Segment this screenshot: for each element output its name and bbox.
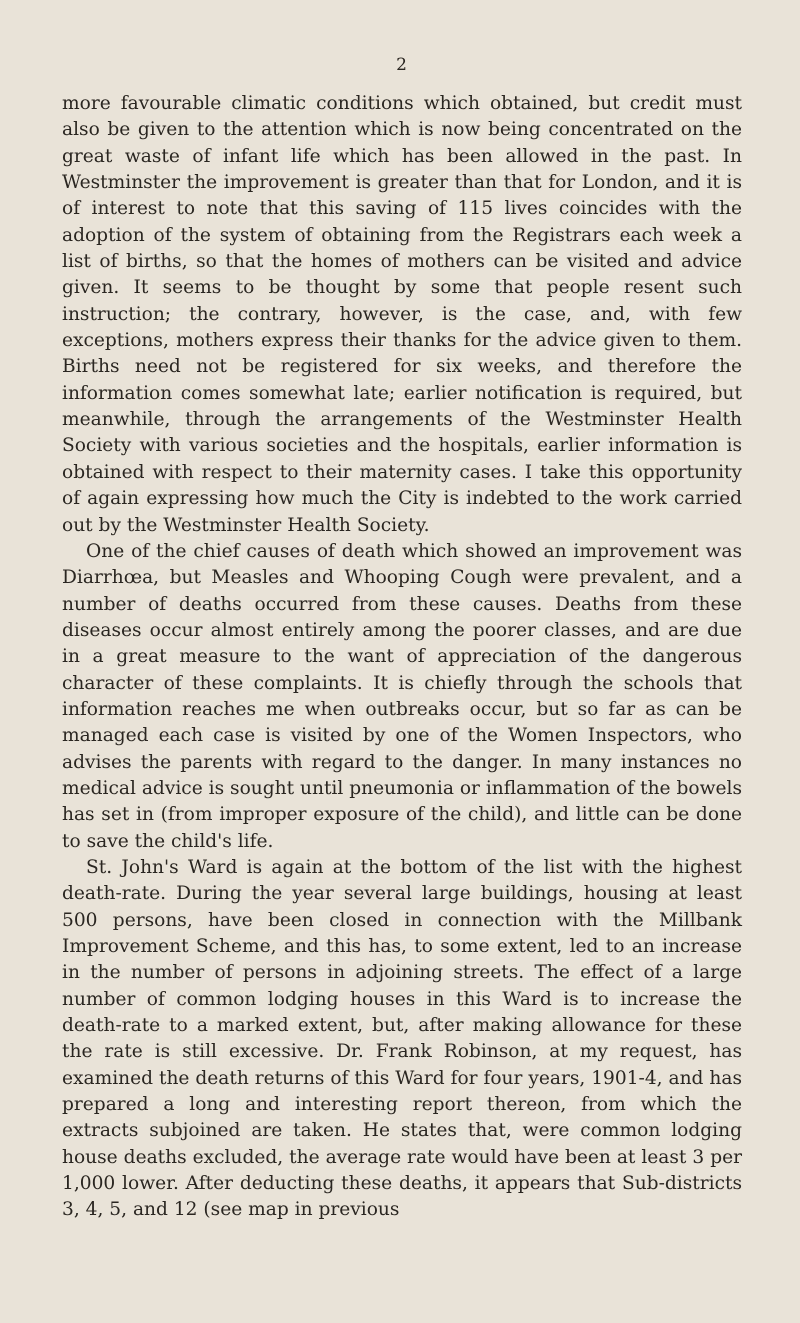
paragraph-infant-mortality: more favourable climatic conditions which obtained, but credit must also be given to the attention which is now being concentrated on the great waste of infant life which has been allowed in the past. In Westminster the improvement is greater than that for London, and it is of interest to note that this saving of 115 lives coincides with the adoption of the system of obtaining from the Registrars each week a list of births, so that the homes of mothers can be visited and advice given. It seems to be thought by some that people resent such instruction; the contrary, however, is the case, and, with few exceptions, mothers express their thanks for the advice given to them. Births need not be registered for six weeks, and therefore the information comes somewhat late; earlier notification is required, but meanwhile, through the arrangements of the Westminster Health Society with various societies and the hospitals, earlier information is obtained with respect to their maternity cases. I take this opportunity of again expressing how much the City is indebted to the work carried out by the Westminster Health Society. — [62, 93, 742, 536]
page-number: 2 — [396, 55, 408, 75]
paragraph-st-johns-ward: St. John's Ward is again at the bottom of the list with the highest death-rate. During the year several large buildings, housing at least 500 persons, have been closed in connection with the Millbank Improvement Scheme, and this has, to some extent, led to an increase in the number of persons in adjoining streets. The effect of a large number of common lodging houses in this Ward is to increase the death-rate to a marked extent, but, after making allowance for these the rate is still excessive. Dr. Frank Robinson, at my request, has examined the death returns of this Ward for four years, 1901-4, and has prepared a long and interesting report thereon, from which the extracts subjoined are taken. He states that, were common lodging house deaths excluded, the average rate would have been at least 3 per 1,000 lower. After deducting these deaths, it appears that Sub-districts 3, 4, 5, and 12 (see map in previous — [62, 856, 742, 1221]
paragraph-causes-of-death: One of the chief causes of death which showed an improvement was Diarrhœa, but Measles and Whooping Cough were prevalent, and a number of deaths occurred from these causes. Deaths from these diseases occur almost entirely among the poorer classes, and are due in a great measure to the want of appreciation of the dangerous character of these complaints. It is chiefly through the schools that information reaches me when outbreaks occur, but so far as can be managed each case is visited by one of the Women Inspectors, who advises the parents with regard to the danger. In many instances no medical advice is sought until pneumonia or inflammation of the bowels has set in (from improper exposure of the child), and little can be done to save the child's life. — [62, 540, 742, 852]
